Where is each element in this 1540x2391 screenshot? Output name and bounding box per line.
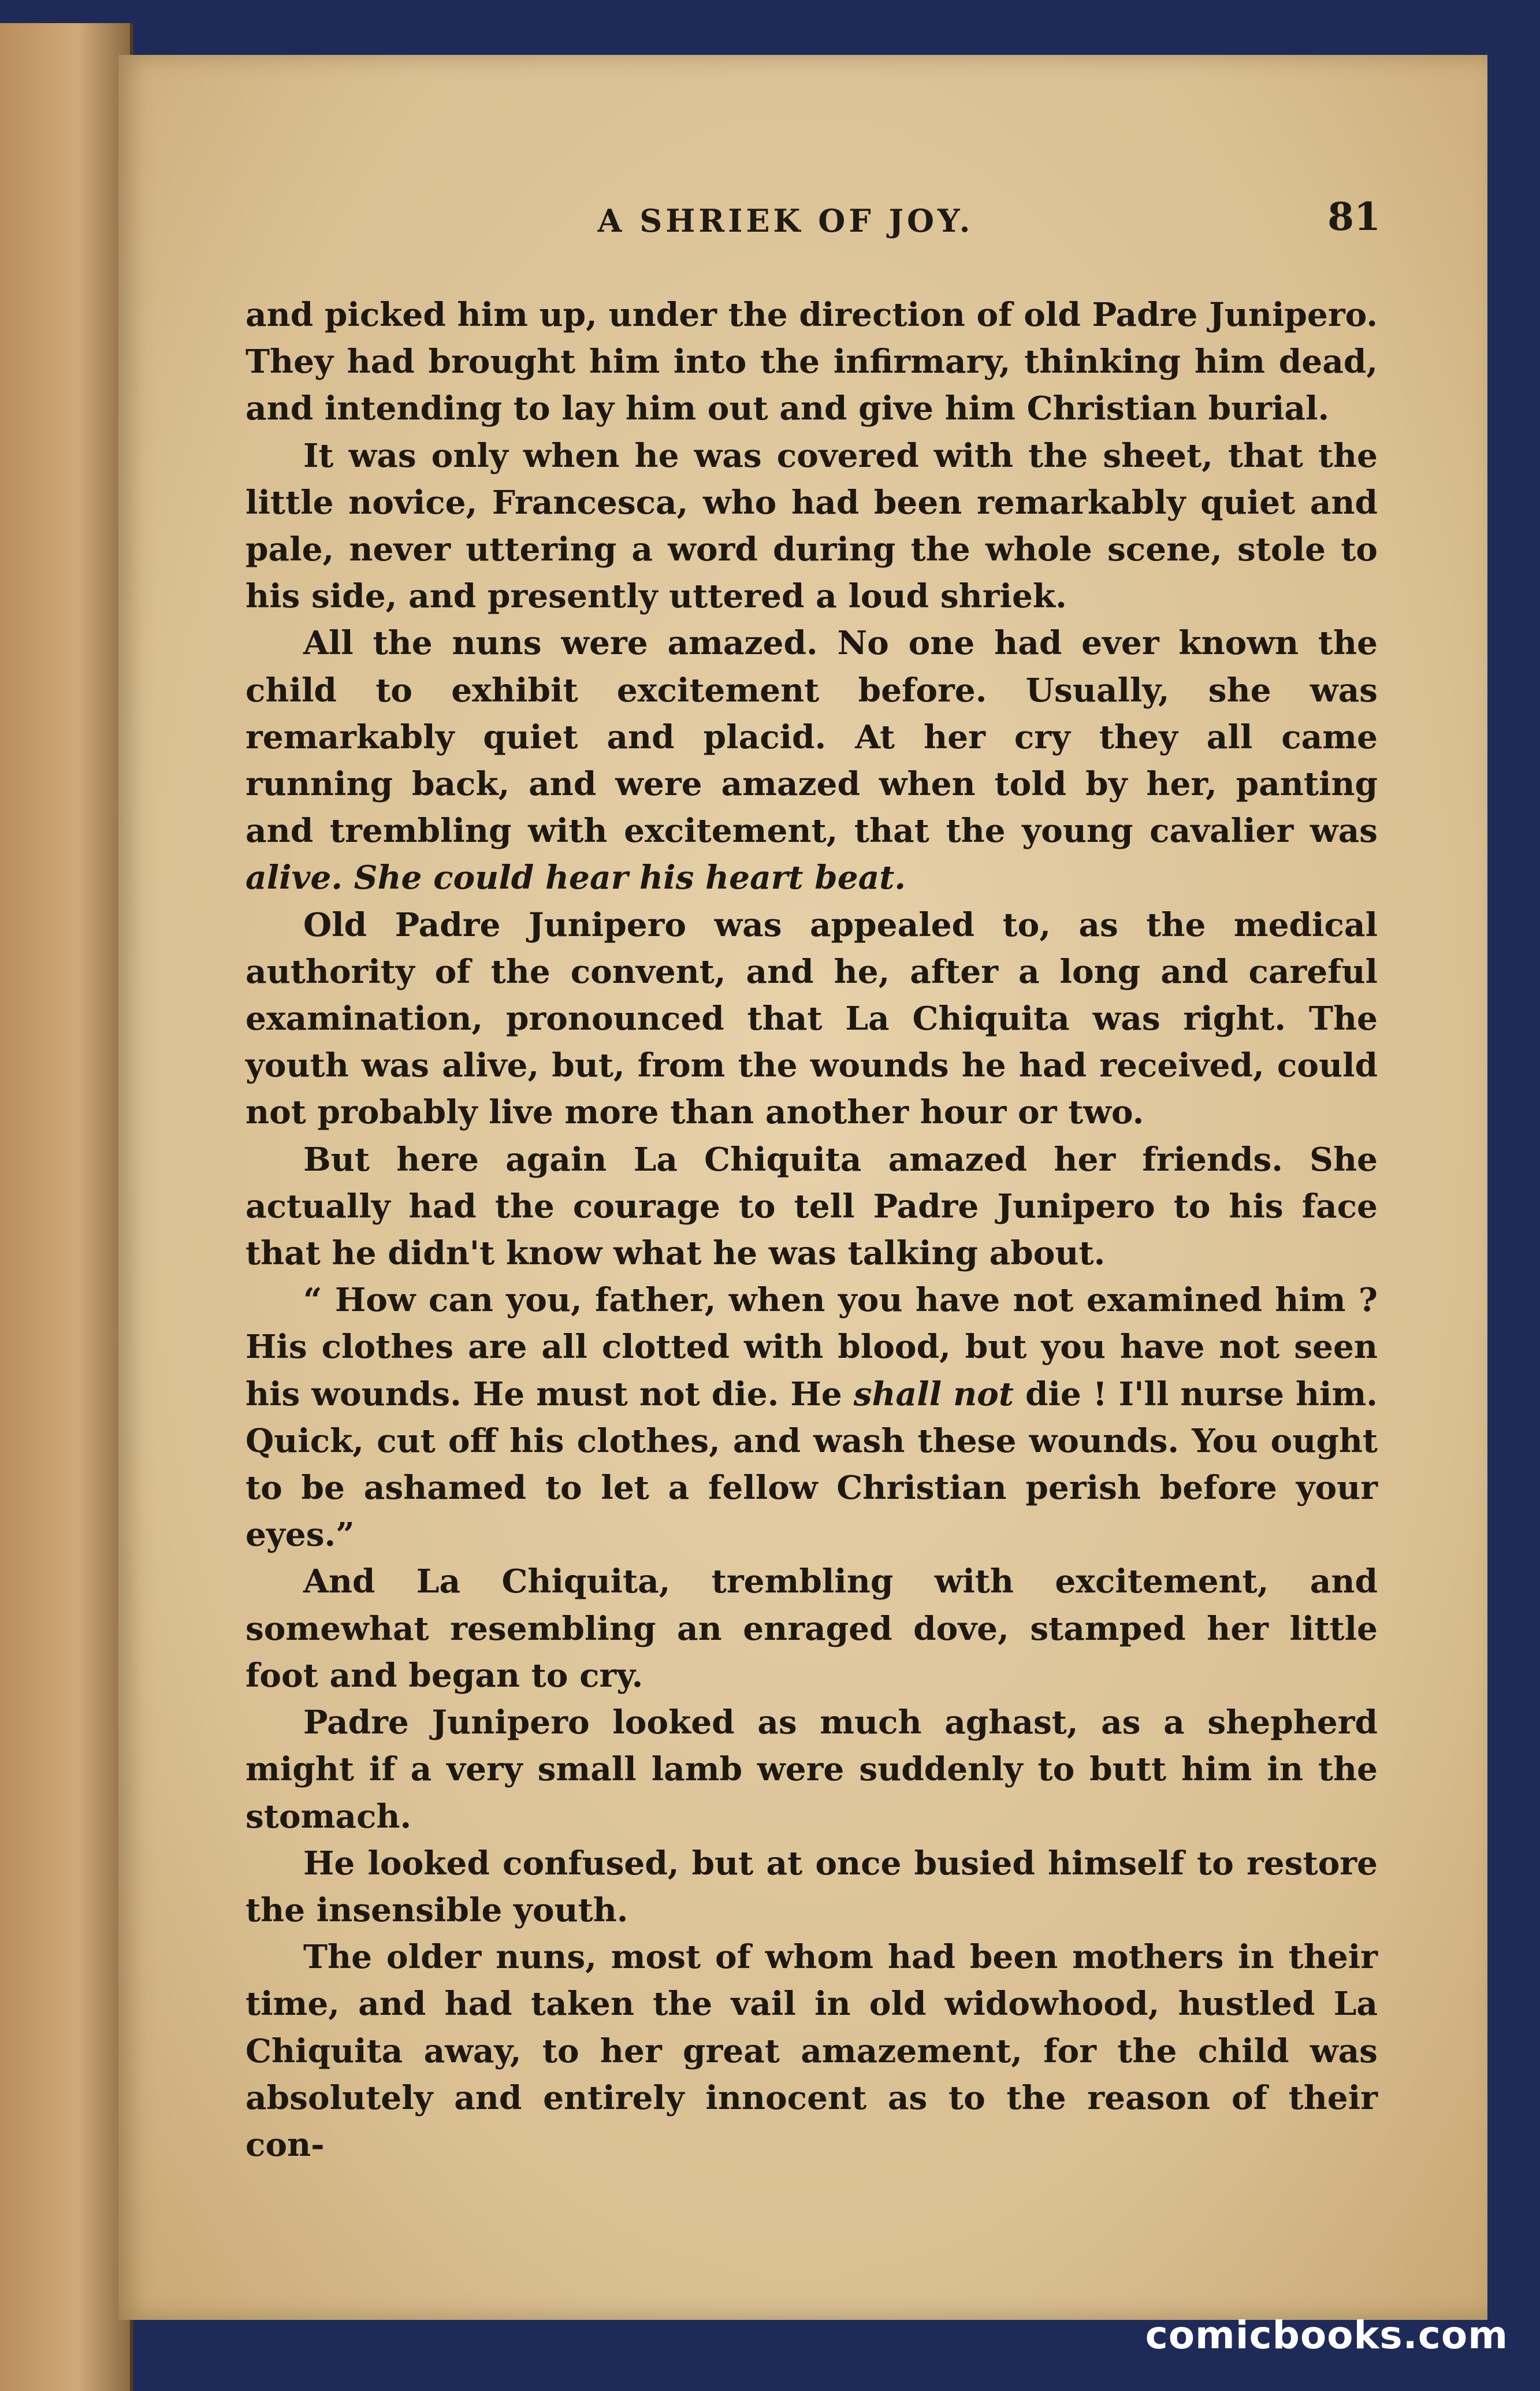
paragraph [245, 902, 1378, 1137]
text-run: He looked confused, but at once busied himself to restore the insensible youth. [245, 1844, 1378, 1929]
paragraph [245, 433, 1378, 621]
text-run: It was only when he was covered with the sheet, that the little novice, Francesca, who had been remarkably quiet and pale, never uttering a word during the whole scene, stole to his side, and presently uttered a loud shriek. [245, 436, 1378, 616]
facing-page-edge [0, 23, 133, 2391]
text-run: Old Padre Junipero was appealed to, as the medical authority of the convent, and he, after a long and careful examination, pronounced that La Chiquita was right. The youth was alive, but, from the wounds he had received, could not probably live more than another hour or two. [245, 905, 1378, 1132]
page-number: 81 [1327, 194, 1381, 239]
text-run: “ How can you, father, when you have not examined him ? His clothes are all clotted with blood, but you have not seen his wounds. He must not die. He [245, 1281, 1378, 1413]
chapter-title: A SHRIEK OF JOY. [597, 202, 974, 239]
watermark: comicbooks.com [1145, 2313, 1508, 2357]
body-text [245, 292, 1378, 2169]
paragraph [245, 292, 1378, 433]
running-head [191, 194, 1381, 248]
paragraph [245, 1137, 1378, 1278]
text-run: And La Chiquita, trembling with excitement, and somewhat resembling an enraged dove, stamped her little foot and began to cry. [245, 1562, 1378, 1695]
italic-text: alive. [245, 859, 343, 897]
paragraph [245, 1840, 1378, 1934]
text-run: die ! I'll nurse him. Quick, cut off his clothes, and wash these wounds. You ought to be ashamed to let a fellow Christian perish before your eyes.” [245, 1375, 1378, 1554]
italic-text: shall not [853, 1375, 1014, 1413]
paragraph [245, 1277, 1378, 1558]
text-run [343, 859, 354, 897]
paragraph [245, 620, 1378, 901]
paragraph [245, 1558, 1378, 1699]
text-run: The older nuns, most of whom had been mothers in their time, and had taken the vail in old widowhood, hustled La Chiquita away, to her great amazement, for the child was absolutely and entirely innocent as to the reason of their con- [245, 1938, 1378, 2164]
text-run: Padre Junipero looked as much aghast, as a shepherd might if a very small lamb were suddenly to butt him in the stomach. [245, 1703, 1378, 1836]
text-run: But here again La Chiquita amazed her friends. She actually had the courage to tell Padre Junipero to his face that he didn't know what he was talking about. [245, 1140, 1378, 1273]
text-run: and picked him up, under the direction of old Padre Junipero. They had brought him into the infirmary, thinking him dead, and intending to lay him out and give him Christian burial. [245, 296, 1378, 428]
text-run: All the nuns were amazed. No one had ever known the child to exhibit excitement before. Usually, she was remarkably quiet and placid. At her cry they all came running back, and were amazed when told by her, panting and trembling with excitement, that the young cavalier was [245, 624, 1378, 851]
italic-text: She could hear his heart beat. [354, 859, 906, 897]
paragraph [245, 1699, 1378, 1840]
paragraph [245, 1934, 1378, 2169]
